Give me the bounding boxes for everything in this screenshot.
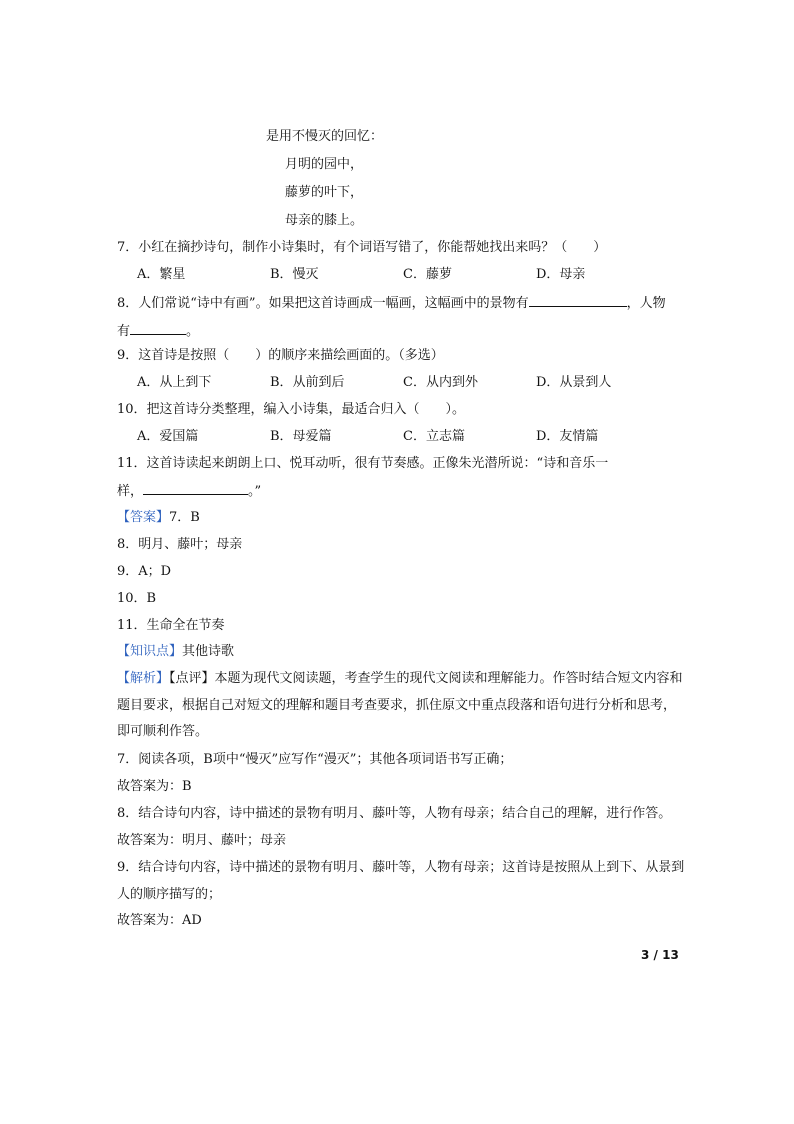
poem-line: 是用不慢灭的回忆： bbox=[266, 129, 384, 144]
analysis-item: 9．结合诗句内容，诗中描述的景物有明月、藤叶等，人物有母亲；这首诗是按照从上到下、从景到 bbox=[117, 860, 685, 875]
analysis-item: 故答案为：明月、藤叶；母亲 bbox=[117, 833, 287, 848]
question-7-option-a: A．繁星 bbox=[137, 267, 186, 282]
answer-item: 11．生命全在节奏 bbox=[117, 618, 225, 633]
review-tag: 【点评】 bbox=[169, 671, 215, 686]
analysis-text: 题目要求，根据自己对短文的理解和题目考查要求，抓住原文中重点段落和语句进行分析和思考， bbox=[117, 698, 677, 713]
analysis-item: 人的顺序描写的； bbox=[117, 887, 222, 902]
question-8-stem-c: 有 bbox=[117, 324, 131, 339]
question-9-option-b: B．从前到后 bbox=[270, 375, 345, 390]
poem-line: 母亲的膝上。 bbox=[285, 213, 364, 228]
analysis-line bbox=[117, 669, 683, 689]
analysis-text: 即可顺利作答。 bbox=[117, 724, 209, 739]
knowledge-tag: 【知识点】 bbox=[117, 644, 183, 659]
answer-item: 10．B bbox=[117, 591, 157, 606]
question-8-stem-a: 8．人们常说“诗中有画”。如果把这首诗画成一幅画，这幅画中的景物有 bbox=[117, 296, 529, 311]
question-8-line2 bbox=[117, 320, 199, 342]
question-8-stem-b: ，人物 bbox=[626, 296, 666, 311]
question-10-option-b: B．母爱篇 bbox=[270, 429, 332, 444]
analysis-tag: 【解析】 bbox=[117, 671, 170, 686]
answer-blank[interactable] bbox=[529, 292, 627, 307]
poem-line: 月明的园中， bbox=[285, 157, 364, 172]
question-7-stem: 7．小红在摘抄诗句，制作小诗集时，有个词语写错了，你能帮她找出来吗？（ ） bbox=[117, 240, 607, 255]
question-11-stem-b: 样， bbox=[117, 484, 144, 499]
answer-blank[interactable] bbox=[130, 320, 186, 335]
question-7-option-d: D．母亲 bbox=[536, 267, 586, 282]
question-8-line1 bbox=[117, 292, 666, 314]
question-8-stem-d: 。 bbox=[186, 324, 200, 339]
page-number: 3 / 13 bbox=[641, 948, 679, 962]
answer-item: 9．A；D bbox=[117, 564, 172, 579]
analysis-text: 本题为现代文阅读题，考查学生的现代文阅读和理解能力。作答时结合短文内容和 bbox=[214, 671, 683, 686]
question-10-option-a: A．爱国篇 bbox=[137, 429, 199, 444]
question-9-option-a: A．从上到下 bbox=[137, 375, 212, 390]
question-7-option-b: B．慢灭 bbox=[270, 267, 319, 282]
analysis-item: 8．结合诗句内容，诗中描述的景物有明月、藤叶等，人物有母亲；结合自己的理解，进行作答。 bbox=[117, 806, 672, 821]
question-11-stem-c: 。” bbox=[248, 484, 262, 499]
knowledge-text: 其他诗歌 bbox=[182, 644, 235, 659]
answer-item: 8．明月、藤叶；母亲 bbox=[117, 537, 243, 552]
question-10-stem: 10．把这首诗分类整理，编入小诗集，最适合归入（ ）。 bbox=[117, 402, 466, 417]
analysis-item: 7．阅读各项，B项中“慢灭”应写作“漫灭”；其他各项词语书写正确； bbox=[117, 752, 513, 767]
analysis-item: 故答案为：B bbox=[117, 779, 192, 794]
question-9-option-c: C．从内到外 bbox=[403, 375, 478, 390]
answer-tag: 【答案】 bbox=[117, 510, 170, 525]
question-7-option-c: C．藤萝 bbox=[403, 267, 452, 282]
question-11-line2 bbox=[117, 480, 261, 502]
question-9-option-d: D．从景到人 bbox=[536, 375, 612, 390]
poem-line: 藤萝的叶下， bbox=[285, 185, 364, 200]
question-9-stem: 9．这首诗是按照（ ）的顺序来描绘画面的。（多选） bbox=[117, 348, 444, 363]
question-11-line1: 11．这首诗读起来朗朗上口、悦耳动听，很有节奏感。正像朱光潜所说：“诗和音乐一 bbox=[117, 456, 609, 471]
answer-line bbox=[117, 508, 200, 528]
analysis-item: 故答案为：AD bbox=[117, 913, 202, 928]
answer-item: 7．B bbox=[169, 510, 200, 525]
knowledge-line bbox=[117, 642, 234, 662]
answer-blank[interactable] bbox=[143, 480, 248, 495]
question-10-option-c: C．立志篇 bbox=[403, 429, 465, 444]
question-10-option-d: D．友情篇 bbox=[536, 429, 599, 444]
